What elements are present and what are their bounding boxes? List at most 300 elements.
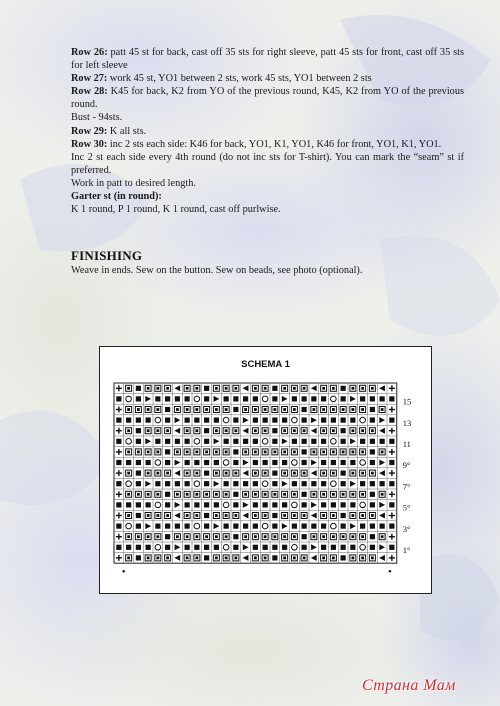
chart-symbol-knit — [204, 396, 209, 401]
chart-symbol-knit — [233, 545, 238, 550]
chart-symbol-knit — [116, 418, 121, 423]
chart-symbol-purl — [293, 387, 296, 390]
chart-symbol-knit — [321, 481, 326, 486]
chart-symbol-knit — [341, 502, 346, 507]
chart-corner-mark: • — [121, 566, 126, 579]
chart-symbol-knit — [185, 418, 190, 423]
chart-symbol-knit — [370, 492, 375, 497]
chart-symbol-purl — [195, 557, 198, 560]
chart-symbol-purl — [156, 472, 159, 475]
chart-symbol-knit — [165, 492, 170, 497]
chart-symbol-purl — [147, 408, 150, 411]
instruction-row-26: Row 26: patt 45 st for back, cast off 35 sts for right sleeve, patt 45 sts for front, cast off 35 sts for left sleeve — [71, 47, 464, 72]
chart-symbol-purl — [225, 408, 228, 411]
chart-symbol-knit — [233, 460, 238, 465]
chart-symbol-knit — [136, 396, 141, 401]
instruction-row-30: Row 30: inc 2 sts each side: K46 for back, YO1, K1, YO1, K46 for front, YO1, K1, YO1. — [71, 138, 442, 150]
chart-symbol-purl — [381, 408, 384, 411]
chart-symbol-knit — [233, 439, 238, 444]
chart-symbol-knit — [116, 524, 121, 529]
chart-symbol-knit — [224, 439, 229, 444]
chart-symbol-purl — [332, 451, 335, 454]
chart-symbol-knit — [204, 555, 209, 560]
instructions-block — [71, 46, 464, 216]
chart-symbol-purl — [351, 429, 354, 432]
chart-symbol-purl — [293, 493, 296, 496]
chart-symbol-knit — [292, 439, 297, 444]
chart-symbol-knit — [243, 439, 248, 444]
chart-symbol-knit — [321, 460, 326, 465]
chart-symbol-purl — [254, 408, 257, 411]
chart-symbol-knit — [194, 502, 199, 507]
chart-symbol-knit — [165, 418, 170, 423]
chart-symbol-knit — [204, 460, 209, 465]
chart-symbol-knit — [175, 439, 180, 444]
chart-symbol-knit — [263, 545, 268, 550]
chart-symbol-knit — [272, 555, 277, 560]
chart-symbol-knit — [155, 481, 160, 486]
chart-symbol-knit — [302, 460, 307, 465]
chart-symbol-purl — [137, 493, 140, 496]
chart-symbol-knit — [389, 439, 394, 444]
chart-symbol-knit — [165, 460, 170, 465]
chart-symbol-knit — [185, 545, 190, 550]
chart-symbol-purl — [127, 408, 130, 411]
chart-symbol-purl — [176, 535, 179, 538]
chart-symbol-knit — [302, 534, 307, 539]
chart-symbol-knit — [233, 418, 238, 423]
chart-symbol-purl — [351, 387, 354, 390]
chart-symbol-purl — [234, 514, 237, 517]
chart-symbol-purl — [215, 387, 218, 390]
instruction-row-29: Row 29: K all sts. — [71, 125, 147, 137]
chart-symbol-purl — [186, 535, 189, 538]
chart-symbol-purl — [127, 493, 130, 496]
chart-symbol-knit — [155, 396, 160, 401]
chart-symbol-knit — [389, 460, 394, 465]
chart-symbol-purl — [186, 387, 189, 390]
chart-symbol-knit — [341, 545, 346, 550]
chart-symbol-purl — [176, 408, 179, 411]
chart-symbol-purl — [254, 429, 257, 432]
chart-symbol-knit — [136, 386, 141, 391]
chart-symbol-knit — [360, 481, 365, 486]
chart-symbol-purl — [371, 472, 374, 475]
chart-symbol-purl — [332, 429, 335, 432]
chart-row-number: 11 — [402, 439, 411, 449]
chart-symbol-purl — [156, 408, 159, 411]
chart-symbol-purl — [205, 451, 208, 454]
schema-title: SCHEMA 1 — [241, 359, 290, 370]
chart-symbol-knit — [136, 555, 141, 560]
chart-symbol-knit — [321, 502, 326, 507]
chart-symbol-purl — [293, 408, 296, 411]
chart-symbol-knit — [214, 460, 219, 465]
chart-symbol-knit — [165, 534, 170, 539]
chart-symbol-knit — [204, 524, 209, 529]
chart-symbol-knit — [370, 534, 375, 539]
chart-symbol-knit — [243, 524, 248, 529]
chart-symbol-knit — [116, 545, 121, 550]
chart-symbol-purl — [137, 451, 140, 454]
chart-symbol-purl — [156, 429, 159, 432]
chart-symbol-purl — [225, 535, 228, 538]
chart-symbol-knit — [253, 396, 258, 401]
chart-symbol-knit — [233, 481, 238, 486]
chart-symbol-purl — [225, 557, 228, 560]
chart-symbol-knit — [341, 418, 346, 423]
chart-symbol-knit — [243, 481, 248, 486]
chart-symbol-purl — [186, 493, 189, 496]
chart-symbol-purl — [186, 408, 189, 411]
chart-symbol-purl — [322, 387, 325, 390]
chart-symbol-knit — [233, 534, 238, 539]
chart-symbol-purl — [176, 493, 179, 496]
finishing-heading: FINISHING — [71, 248, 143, 263]
chart-symbol-knit — [224, 481, 229, 486]
chart-symbol-knit — [302, 545, 307, 550]
chart-symbol-purl — [147, 557, 150, 560]
schema-grid — [100, 347, 430, 592]
chart-symbol-knit — [146, 545, 151, 550]
chart-symbol-purl — [254, 451, 257, 454]
chart-symbol-knit — [321, 396, 326, 401]
chart-symbol-purl — [312, 451, 315, 454]
chart-symbol-knit — [302, 481, 307, 486]
chart-symbol-knit — [370, 545, 375, 550]
chart-symbol-purl — [293, 535, 296, 538]
chart-symbol-knit — [253, 418, 258, 423]
chart-symbol-purl — [264, 472, 267, 475]
chart-symbol-knit — [341, 471, 346, 476]
chart-row-number: 13 — [402, 417, 412, 428]
chart-row-number: 15 — [402, 396, 412, 407]
chart-symbol-purl — [371, 557, 374, 560]
chart-symbol-purl — [234, 472, 237, 475]
chart-symbol-purl — [351, 451, 354, 454]
chart-symbol-purl — [283, 387, 286, 390]
chart-corner-mark: • — [388, 566, 392, 579]
chart-symbol-knit — [233, 502, 238, 507]
chart-symbol-purl — [127, 472, 130, 475]
chart-symbol-knit — [165, 439, 170, 444]
chart-symbol-purl — [273, 535, 276, 538]
chart-symbol-purl — [215, 493, 218, 496]
chart-symbol-knit — [224, 396, 229, 401]
chart-symbol-purl — [351, 493, 354, 496]
chart-symbol-purl — [303, 429, 306, 432]
chart-symbol-knit — [233, 449, 238, 454]
chart-symbol-knit — [370, 460, 375, 465]
chart-symbol-purl — [186, 472, 189, 475]
chart-symbol-knit — [321, 524, 326, 529]
chart-symbol-knit — [272, 386, 277, 391]
chart-symbol-knit — [243, 396, 248, 401]
chart-symbol-knit — [155, 439, 160, 444]
chart-symbol-knit — [253, 545, 258, 550]
chart-symbol-purl — [215, 514, 218, 517]
chart-symbol-knit — [341, 396, 346, 401]
chart-symbol-purl — [127, 429, 130, 432]
chart-symbol-knit — [126, 418, 131, 423]
chart-symbol-knit — [214, 545, 219, 550]
chart-symbol-purl — [156, 535, 159, 538]
chart-symbol-knit — [302, 524, 307, 529]
instruction-row-28: Row 28: K45 for back, K2 from YO of the previous round, K45, K2 from YO of the previous round. — [71, 86, 464, 111]
chart-symbol-knit — [185, 439, 190, 444]
chart-symbol-purl — [264, 514, 267, 517]
chart-symbol-knit — [370, 418, 375, 423]
schema-chart — [99, 346, 432, 594]
chart-symbol-knit — [331, 418, 336, 423]
chart-symbol-knit — [204, 545, 209, 550]
chart-symbol-purl — [195, 472, 198, 475]
chart-symbol-knit — [204, 439, 209, 444]
chart-symbol-knit — [331, 502, 336, 507]
chart-symbol-knit — [370, 407, 375, 412]
chart-symbol-knit — [360, 439, 365, 444]
chart-symbol-knit — [136, 471, 141, 476]
chart-symbol-knit — [292, 524, 297, 529]
chart-symbol-purl — [342, 535, 345, 538]
chart-symbol-knit — [282, 502, 287, 507]
chart-symbol-purl — [156, 557, 159, 560]
chart-symbol-knit — [194, 545, 199, 550]
chart-symbol-purl — [195, 493, 198, 496]
chart-symbol-knit — [272, 545, 277, 550]
chart-symbol-purl — [342, 451, 345, 454]
chart-symbol-knit — [116, 396, 121, 401]
chart-symbol-knit — [155, 524, 160, 529]
chart-symbol-knit — [350, 545, 355, 550]
chart-symbol-knit — [272, 439, 277, 444]
chart-symbol-purl — [361, 387, 364, 390]
chart-symbol-purl — [283, 429, 286, 432]
chart-symbol-knit — [272, 481, 277, 486]
chart-symbol-knit — [282, 545, 287, 550]
chart-symbol-knit — [233, 396, 238, 401]
chart-symbol-knit — [116, 439, 121, 444]
chart-symbol-purl — [283, 514, 286, 517]
chart-symbol-purl — [293, 557, 296, 560]
chart-symbol-knit — [116, 502, 121, 507]
chart-symbol-knit — [321, 439, 326, 444]
chart-symbol-purl — [176, 451, 179, 454]
chart-symbol-purl — [156, 387, 159, 390]
chart-symbol-purl — [166, 557, 169, 560]
chart-symbol-purl — [205, 535, 208, 538]
chart-symbol-knit — [302, 492, 307, 497]
chart-symbol-knit — [380, 524, 385, 529]
chart-symbol-knit — [370, 439, 375, 444]
chart-symbol-purl — [156, 493, 159, 496]
chart-symbol-knit — [136, 481, 141, 486]
chart-symbol-knit — [116, 460, 121, 465]
chart-symbol-purl — [342, 493, 345, 496]
chart-symbol-purl — [225, 493, 228, 496]
chart-symbol-purl — [186, 429, 189, 432]
chart-symbol-purl — [322, 472, 325, 475]
chart-symbol-purl — [147, 451, 150, 454]
chart-symbol-purl — [215, 535, 218, 538]
chart-symbol-knit — [370, 449, 375, 454]
chart-symbol-purl — [303, 387, 306, 390]
chart-symbol-knit — [165, 524, 170, 529]
chart-symbol-knit — [350, 418, 355, 423]
chart-symbol-knit — [136, 428, 141, 433]
chart-symbol-purl — [351, 472, 354, 475]
chart-symbol-purl — [293, 514, 296, 517]
chart-symbol-knit — [341, 513, 346, 518]
chart-symbol-purl — [283, 408, 286, 411]
chart-symbol-knit — [321, 418, 326, 423]
chart-symbol-purl — [127, 557, 130, 560]
chart-symbol-purl — [332, 557, 335, 560]
chart-symbol-purl — [293, 451, 296, 454]
chart-symbol-purl — [225, 514, 228, 517]
chart-symbol-knit — [224, 524, 229, 529]
chart-symbol-knit — [360, 524, 365, 529]
chart-symbol-purl — [215, 557, 218, 560]
chart-symbol-knit — [116, 481, 121, 486]
chart-symbol-knit — [321, 545, 326, 550]
chart-symbol-purl — [264, 535, 267, 538]
chart-symbol-knit — [136, 502, 141, 507]
chart-row-number: 3° — [402, 523, 411, 534]
chart-symbol-knit — [272, 513, 277, 518]
chart-symbol-knit — [233, 492, 238, 497]
chart-symbol-knit — [302, 449, 307, 454]
chart-symbol-knit — [185, 481, 190, 486]
chart-symbol-purl — [283, 535, 286, 538]
chart-symbol-purl — [303, 557, 306, 560]
chart-symbol-knit — [370, 396, 375, 401]
chart-symbol-purl — [225, 429, 228, 432]
chart-symbol-knit — [204, 386, 209, 391]
chart-symbol-purl — [254, 557, 257, 560]
chart-symbol-purl — [351, 408, 354, 411]
chart-symbol-purl — [195, 387, 198, 390]
chart-symbol-knit — [214, 502, 219, 507]
chart-symbol-purl — [254, 493, 257, 496]
chart-symbol-purl — [147, 472, 150, 475]
chart-symbol-purl — [195, 408, 198, 411]
chart-symbol-purl — [303, 472, 306, 475]
chart-symbol-purl — [137, 408, 140, 411]
chart-symbol-knit — [272, 396, 277, 401]
chart-symbol-knit — [311, 439, 316, 444]
chart-symbol-purl — [322, 557, 325, 560]
chart-symbol-knit — [272, 428, 277, 433]
instruction-garter-heading: Garter st (in round): — [71, 191, 162, 203]
chart-symbol-knit — [175, 524, 180, 529]
chart-symbol-knit — [360, 396, 365, 401]
chart-symbol-knit — [331, 545, 336, 550]
chart-symbol-purl — [361, 493, 364, 496]
chart-symbol-purl — [127, 535, 130, 538]
chart-symbol-knit — [175, 396, 180, 401]
chart-symbol-knit — [263, 418, 268, 423]
chart-symbol-purl — [312, 535, 315, 538]
chart-symbol-purl — [195, 429, 198, 432]
chart-symbol-knit — [311, 396, 316, 401]
chart-symbol-knit — [272, 502, 277, 507]
chart-symbol-purl — [264, 557, 267, 560]
chart-symbol-purl — [254, 535, 257, 538]
chart-symbol-purl — [371, 514, 374, 517]
chart-symbol-purl — [351, 535, 354, 538]
chart-symbol-purl — [186, 557, 189, 560]
chart-symbol-knit — [341, 460, 346, 465]
chart-symbol-purl — [166, 472, 169, 475]
chart-symbol-purl — [332, 472, 335, 475]
chart-symbol-knit — [165, 407, 170, 412]
chart-symbol-purl — [371, 429, 374, 432]
chart-symbol-purl — [156, 514, 159, 517]
chart-symbol-knit — [389, 502, 394, 507]
chart-symbol-purl — [254, 387, 257, 390]
chart-symbol-purl — [283, 493, 286, 496]
chart-symbol-knit — [389, 481, 394, 486]
chart-symbol-knit — [341, 439, 346, 444]
chart-symbol-knit — [253, 502, 258, 507]
chart-symbol-purl — [273, 408, 276, 411]
chart-symbol-purl — [234, 429, 237, 432]
chart-symbol-purl — [195, 451, 198, 454]
chart-symbol-knit — [165, 545, 170, 550]
chart-symbol-purl — [361, 451, 364, 454]
chart-symbol-purl — [215, 408, 218, 411]
chart-symbol-knit — [146, 418, 151, 423]
chart-symbol-purl — [264, 387, 267, 390]
chart-symbol-purl — [205, 408, 208, 411]
chart-symbol-knit — [233, 407, 238, 412]
chart-symbol-purl — [244, 493, 247, 496]
chart-symbol-knit — [204, 502, 209, 507]
chart-symbol-knit — [263, 502, 268, 507]
chart-symbol-knit — [370, 481, 375, 486]
chart-symbol-knit — [194, 418, 199, 423]
chart-symbol-purl — [264, 408, 267, 411]
chart-symbol-knit — [292, 396, 297, 401]
chart-symbol-purl — [322, 514, 325, 517]
chart-symbol-purl — [273, 493, 276, 496]
chart-symbol-purl — [361, 557, 364, 560]
chart-symbol-purl — [351, 514, 354, 517]
chart-symbol-knit — [253, 524, 258, 529]
chart-symbol-knit — [204, 471, 209, 476]
chart-symbol-knit — [126, 545, 131, 550]
site-watermark: Страна Мам — [362, 677, 456, 694]
chart-symbol-purl — [332, 387, 335, 390]
chart-symbol-purl — [283, 557, 286, 560]
chart-symbol-purl — [332, 493, 335, 496]
chart-symbol-purl — [195, 535, 198, 538]
chart-symbol-knit — [146, 460, 151, 465]
chart-symbol-purl — [244, 451, 247, 454]
finishing-text: Weave in ends. Sew on the button. Sew on beads, see photo (optional). — [71, 265, 363, 276]
chart-symbol-knit — [204, 418, 209, 423]
chart-symbol-purl — [361, 535, 364, 538]
chart-symbol-knit — [341, 428, 346, 433]
chart-symbol-knit — [389, 524, 394, 529]
chart-symbol-knit — [136, 439, 141, 444]
chart-symbol-knit — [380, 439, 385, 444]
chart-symbol-purl — [312, 493, 315, 496]
chart-symbol-knit — [282, 460, 287, 465]
chart-symbol-purl — [234, 557, 237, 560]
chart-symbol-purl — [244, 535, 247, 538]
